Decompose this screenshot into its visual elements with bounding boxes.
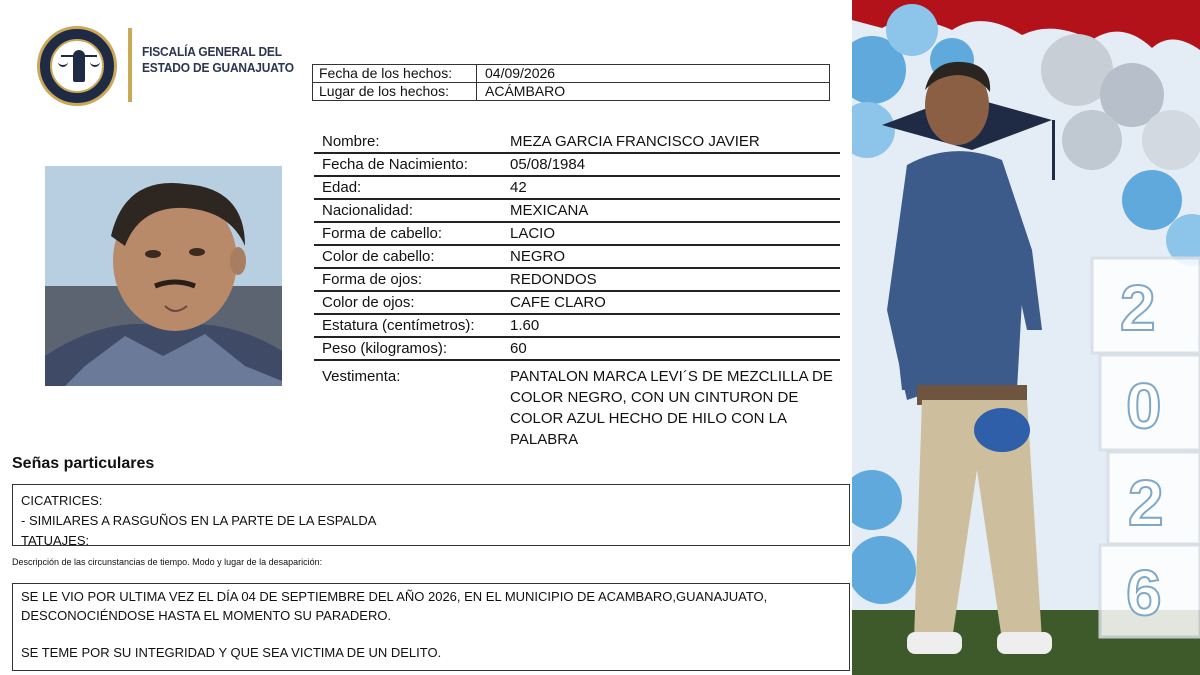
birthdate-value: 05/08/1984 xyxy=(510,156,586,173)
age-label: Edad: xyxy=(322,179,362,196)
circumstances-line1: SE LE VIO POR ULTIMA VEZ EL DÍA 04 DE SEPTIEMBRE DEL AÑO 2026, EN EL MUNICIPIO DE ACAMBARO,GUANAJUATO, xyxy=(21,589,768,604)
table-row xyxy=(314,361,840,450)
year-digit-3: 2 xyxy=(1128,467,1164,539)
scars-heading: CICATRICES: xyxy=(21,493,103,508)
event-info-box xyxy=(312,64,830,101)
distinguishing-marks-box xyxy=(12,484,850,546)
circumstances-label: Descripción de las circunstancias de tiempo. Modo y lugar de la desaparición: xyxy=(12,557,323,567)
year-boxes xyxy=(1092,258,1200,637)
table-row xyxy=(314,177,840,200)
nationality-value: MEXICANA xyxy=(510,202,589,219)
org-name xyxy=(142,44,294,76)
event-date-value: 04/09/2026 xyxy=(485,65,556,81)
hair-color-label: Color de cabello: xyxy=(322,248,435,265)
logo-divider xyxy=(128,28,132,102)
weight-label: Peso (kilogramos): xyxy=(322,340,448,357)
event-date-label: Fecha de los hechos: xyxy=(313,65,477,82)
table-row xyxy=(314,200,840,223)
eye-shape-value: REDONDOS xyxy=(510,271,597,288)
table-row xyxy=(314,292,840,315)
height-label: Estatura (centímetros): xyxy=(322,317,475,334)
table-row xyxy=(314,338,840,361)
eye-shape-label: Forma de ojos: xyxy=(322,271,423,288)
eye-color-value: CAFE CLARO xyxy=(510,294,606,311)
table-row xyxy=(314,154,840,177)
table-row xyxy=(314,315,840,338)
table-row xyxy=(314,269,840,292)
height-value: 1.60 xyxy=(510,317,540,334)
name-label: Nombre: xyxy=(322,133,380,150)
portrait-photo xyxy=(45,166,282,386)
age-value: 42 xyxy=(510,179,527,196)
hair-shape-value: LACIO xyxy=(510,225,556,242)
event-place-row xyxy=(313,82,829,100)
hair-color-value: NEGRO xyxy=(510,248,566,265)
personal-data-table xyxy=(314,131,840,450)
event-place-label: Lugar de los hechos: xyxy=(313,83,477,100)
circumstances-line3: SE TEME POR SU INTEGRIDAD Y QUE SEA VICTIMA DE UN DELITO. xyxy=(21,645,442,660)
portrait-illustration xyxy=(45,166,282,386)
eye-color-label: Color de ojos: xyxy=(322,294,415,311)
event-date-row xyxy=(313,65,829,82)
weight-value: 60 xyxy=(510,340,527,357)
year-digit-1: 2 xyxy=(1120,272,1156,344)
circumstances-line2: DESCONOCIÉNDOSE HASTA EL MOMENTO SU PARADERO. xyxy=(21,608,392,623)
tattoos-heading: TATUAJES: xyxy=(21,533,90,546)
distinguishing-marks-title: Señas particulares xyxy=(12,455,155,472)
fiscalia-seal-logo xyxy=(37,26,117,106)
circumstances-box xyxy=(12,583,850,671)
full-body-illustration xyxy=(852,0,1200,675)
table-row xyxy=(314,223,840,246)
full-body-photo xyxy=(852,0,1200,675)
scars-detail: - SIMILARES A RASGUÑOS EN LA PARTE DE LA ESPALDA xyxy=(21,513,377,528)
table-row xyxy=(314,246,840,269)
birthdate-label: Fecha de Nacimiento: xyxy=(322,156,468,173)
nationality-label: Nacionalidad: xyxy=(322,202,413,219)
table-row xyxy=(314,131,840,154)
event-place-value: ACÁMBARO xyxy=(485,83,566,99)
org-name-line2: ESTADO DE GUANAJUATO xyxy=(142,60,294,75)
org-name-line1: FISCALÍA GENERAL DEL xyxy=(142,44,282,59)
clothing-label: Vestimenta: xyxy=(322,368,401,385)
year-digit-4: 6 xyxy=(1126,557,1162,629)
name-value: MEZA GARCIA FRANCISCO JAVIER xyxy=(510,133,760,150)
year-digit-2: 0 xyxy=(1126,370,1162,442)
hair-shape-label: Forma de cabello: xyxy=(322,225,443,242)
clothing-value: PANTALON MARCA LEVI´S DE MEZCLILLA DE COLOR NEGRO, CON UN CINTURON DE COLOR AZUL HECHO DE HILO CON LA PALABRA xyxy=(510,368,833,448)
